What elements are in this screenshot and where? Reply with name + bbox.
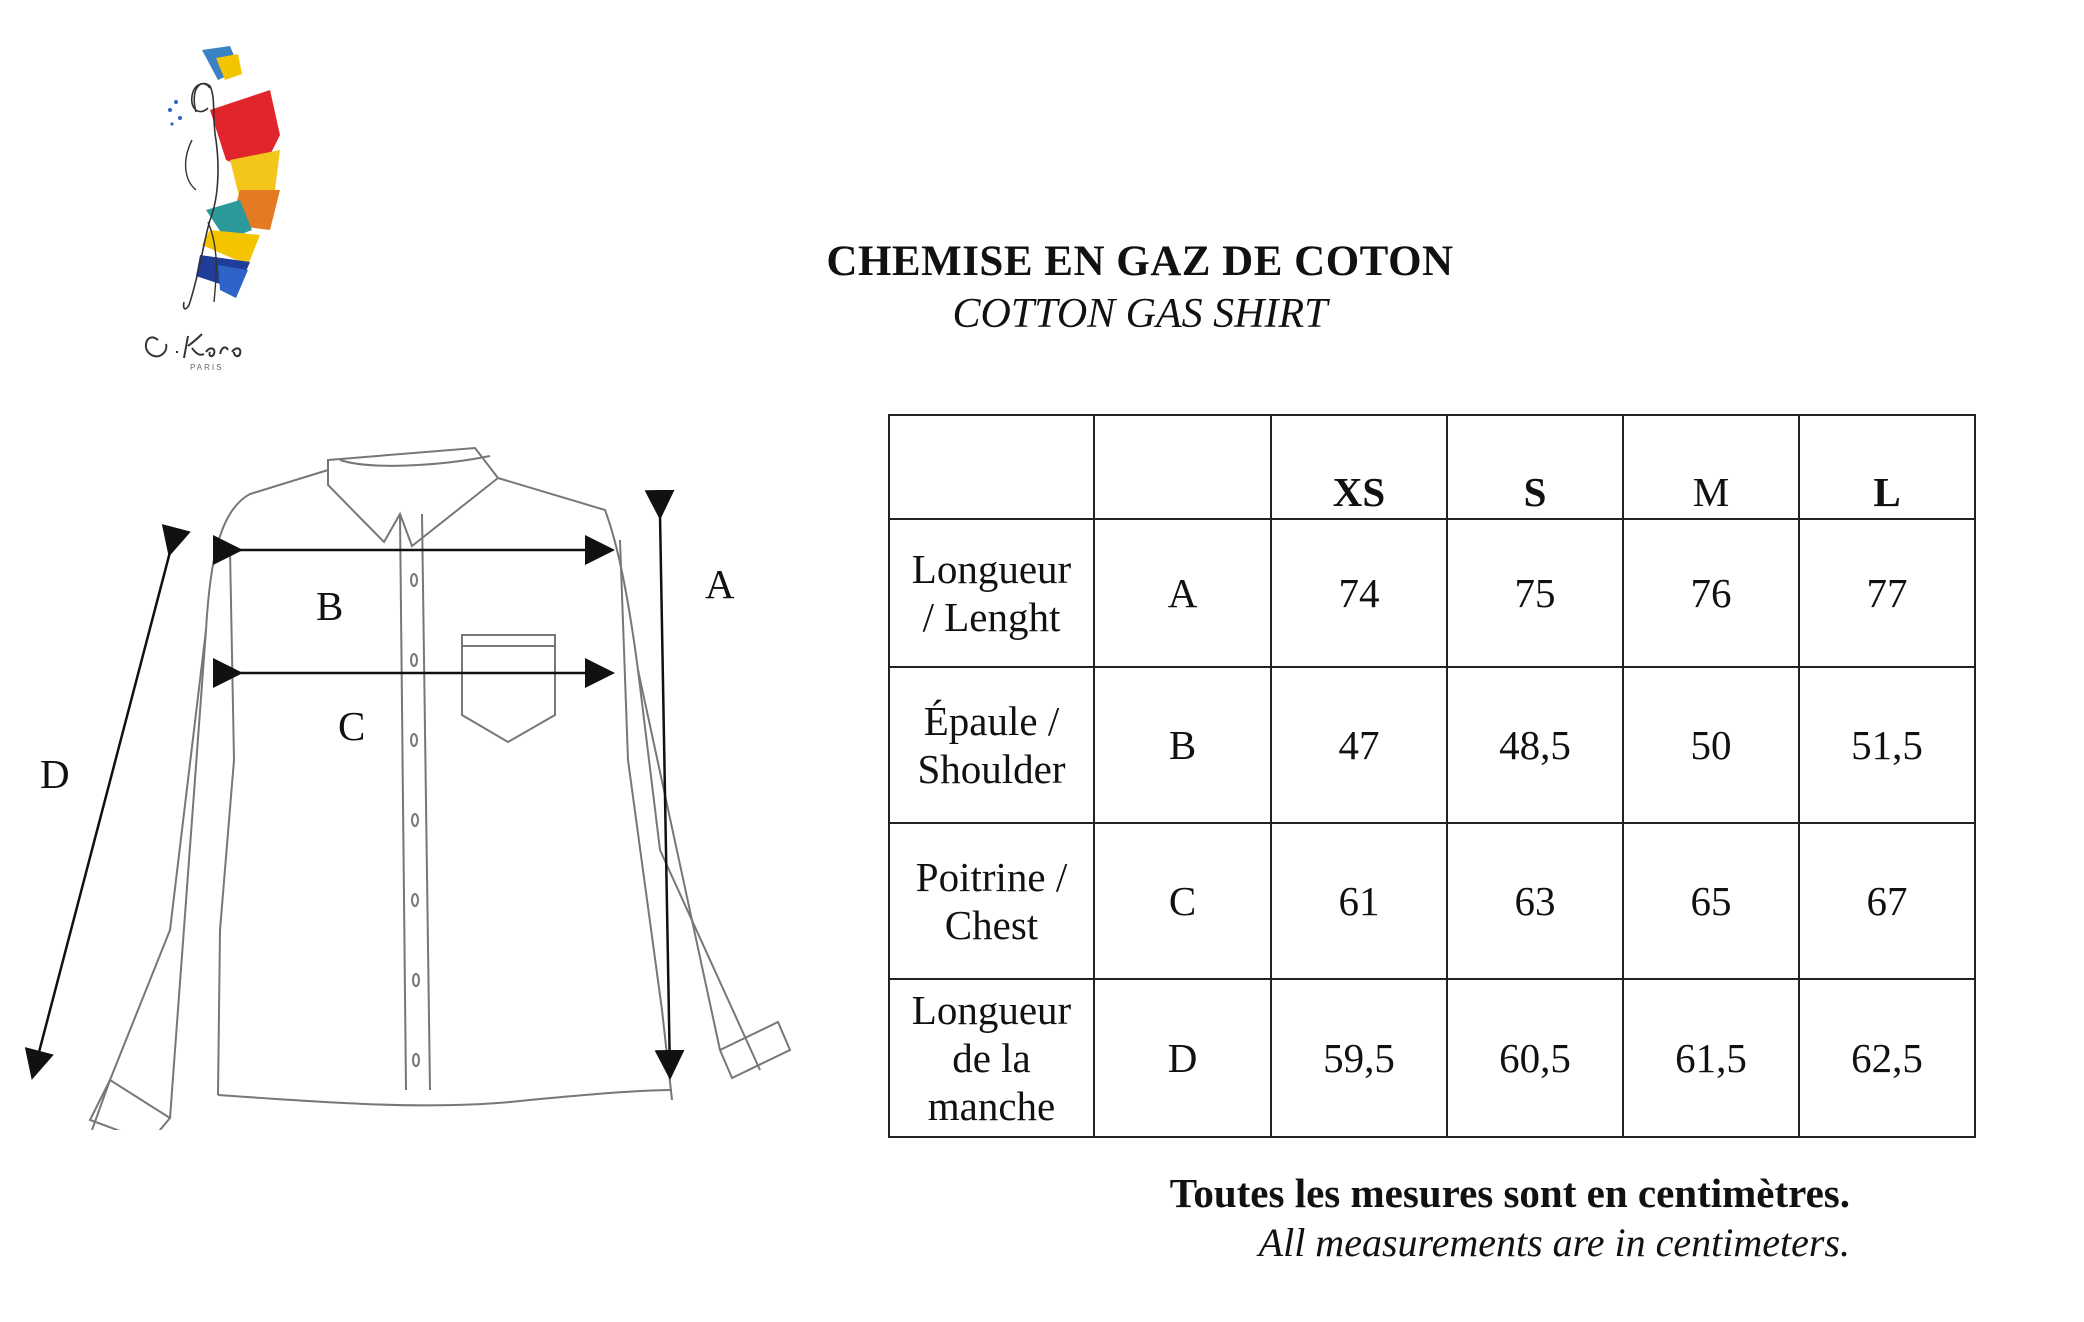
header-empty-cell bbox=[889, 415, 1094, 519]
table-row bbox=[889, 823, 1975, 979]
table-cell: 61,5 bbox=[1623, 979, 1799, 1137]
table-cell: 50 bbox=[1623, 667, 1799, 823]
table-row bbox=[889, 979, 1975, 1137]
table-row bbox=[889, 519, 1975, 667]
row-label: Longueur / Lenght bbox=[889, 519, 1094, 667]
table-cell: 74 bbox=[1271, 519, 1447, 667]
label-a: A bbox=[705, 561, 735, 607]
row-code: D bbox=[1094, 979, 1271, 1137]
table-cell: 62,5 bbox=[1799, 979, 1975, 1137]
table-row bbox=[889, 667, 1975, 823]
product-title: CHEMISE EN GAZ DE COTON bbox=[826, 238, 1454, 285]
table-cell: 59,5 bbox=[1271, 979, 1447, 1137]
size-table bbox=[888, 414, 1976, 1138]
table-cell: 51,5 bbox=[1799, 667, 1975, 823]
row-label: Poitrine / Chest bbox=[889, 823, 1094, 979]
table-cell: 75 bbox=[1447, 519, 1623, 667]
label-c: C bbox=[338, 703, 366, 749]
shirt-diagram bbox=[20, 430, 810, 1130]
row-code: A bbox=[1094, 519, 1271, 667]
measurement-note bbox=[1090, 1168, 1850, 1268]
note-french: Toutes les mesures sont en centimètres. bbox=[1169, 1170, 1850, 1216]
table-cell: 60,5 bbox=[1447, 979, 1623, 1137]
size-header-s: S bbox=[1447, 415, 1623, 519]
label-b: B bbox=[316, 583, 344, 629]
header-empty-cell bbox=[1094, 415, 1271, 519]
row-code: B bbox=[1094, 667, 1271, 823]
size-header-l: L bbox=[1799, 415, 1975, 519]
brand-logo bbox=[130, 40, 300, 370]
header bbox=[800, 236, 1480, 340]
note-english: All measurements are in centimeters. bbox=[1258, 1220, 1850, 1265]
table-cell: 61 bbox=[1271, 823, 1447, 979]
table-cell: 67 bbox=[1799, 823, 1975, 979]
dancer-illustration-icon bbox=[130, 40, 300, 370]
table-header-row bbox=[889, 415, 1975, 519]
row-label: Épaule / Shoulder bbox=[889, 667, 1094, 823]
table-cell: 47 bbox=[1271, 667, 1447, 823]
row-code: C bbox=[1094, 823, 1271, 979]
table-cell: 76 bbox=[1623, 519, 1799, 667]
size-header-m: M bbox=[1623, 415, 1799, 519]
shirt-drawing bbox=[20, 430, 810, 1130]
table-cell: 48,5 bbox=[1447, 667, 1623, 823]
table-cell: 77 bbox=[1799, 519, 1975, 667]
table-cell: 65 bbox=[1623, 823, 1799, 979]
svg-text:PARIS: PARIS bbox=[190, 363, 224, 370]
product-subtitle: COTTON GAS SHIRT bbox=[952, 291, 1328, 337]
table-cell: 63 bbox=[1447, 823, 1623, 979]
size-header-xs: XS bbox=[1271, 415, 1447, 519]
row-label: Longueur de la manche bbox=[889, 979, 1094, 1137]
label-d: D bbox=[40, 751, 70, 797]
